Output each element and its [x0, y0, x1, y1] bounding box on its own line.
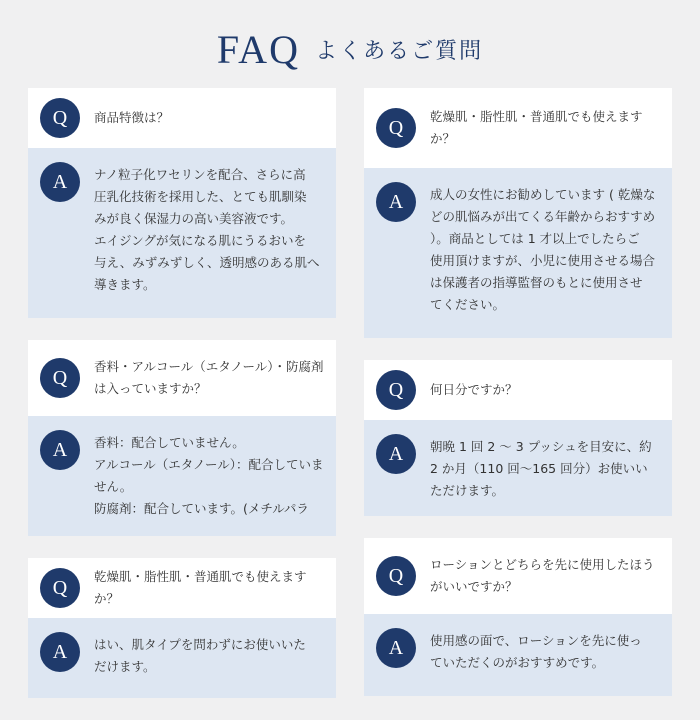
answer-line: ていただくのがおすすめです。: [430, 655, 605, 670]
answer-line: ナノ粒子化ワセリンを配合、さらに高: [94, 167, 306, 182]
question-row: [364, 360, 672, 420]
answer-line: は保護者の指導監督のもとに使用させ: [430, 275, 643, 290]
question-row: [364, 538, 672, 614]
question-row: [28, 88, 336, 148]
answer-row: [28, 416, 336, 536]
question-text: ローションとどちらを先に使用したほうがいいですか？: [430, 557, 655, 594]
faq-card: [28, 88, 336, 318]
faq-card: [364, 360, 672, 516]
question-text: 乾燥肌・脂性肌・普通肌でも使えますか？: [94, 569, 307, 606]
answer-line: 圧乳化技術を採用した、とても肌馴染: [94, 189, 307, 204]
answer-text: [94, 430, 324, 520]
answer-line: 使用頂けますが、小児に使用させる場合: [430, 253, 656, 268]
answer-line: 2 か月（110 回〜165 回分）お使いい: [430, 461, 648, 476]
answer-line: どの肌悩みが出てくる年齢からおすすめ: [430, 209, 656, 224]
faq-card: [28, 558, 336, 698]
answer-text: [430, 628, 642, 674]
faq-subtitle: よくあるご質問: [315, 39, 484, 64]
q-badge: Q: [376, 370, 416, 410]
faq-card: [364, 538, 672, 696]
answer-line: はい、肌タイプを問わずにお使いいた: [94, 637, 306, 652]
faq-card: [364, 88, 672, 338]
a-badge: A: [40, 162, 80, 202]
question-text: 何日分ですか？: [430, 382, 518, 397]
a-badge: A: [376, 628, 416, 668]
faq-column-left: [28, 88, 336, 720]
faq-card: [28, 340, 336, 536]
answer-line: みが良く保湿力の高い美容液です。: [94, 211, 294, 226]
answer-line: 与え、みずみずしく、透明感のある肌へ: [94, 255, 320, 270]
answer-text: [430, 182, 655, 316]
answer-line: 成人の女性にお勧めしています ( 乾燥な: [430, 187, 656, 202]
answer-text: [94, 162, 320, 296]
answer-line: 導きます。: [94, 277, 156, 292]
answer-line: 防腐剤：配合しています。(メチルパラ: [94, 501, 309, 516]
faq-header: [0, 26, 700, 73]
faq-column-right: [364, 88, 672, 718]
question-text: 商品特徴は？: [94, 110, 170, 125]
q-badge: Q: [376, 556, 416, 596]
answer-row: [28, 618, 336, 698]
answer-line: だけます。: [94, 659, 156, 674]
answer-line: ただけます。: [430, 483, 505, 498]
answer-line: てください。: [430, 297, 506, 312]
a-badge: A: [376, 434, 416, 474]
faq-title: FAQ: [216, 27, 300, 72]
answer-line: 使用感の面で、ローションを先に使っ: [430, 633, 642, 648]
a-badge: A: [40, 430, 80, 470]
question-row: [364, 88, 672, 168]
a-badge: A: [376, 182, 416, 222]
q-badge: Q: [40, 358, 80, 398]
answer-text: [94, 632, 306, 678]
question-text: 乾燥肌・脂性肌・普通肌でも使えますか？: [430, 109, 643, 146]
question-row: [28, 558, 336, 618]
answer-line: 朝晩 1 回 2 〜 3 プッシュを目安に、約: [430, 439, 652, 454]
answer-row: [364, 614, 672, 696]
answer-line: エイジングが気になる肌にうるおいを: [94, 233, 306, 248]
answer-row: [364, 168, 672, 338]
question-text: 香料・アルコール（エタノール）・防腐剤は入っていますか？: [94, 359, 324, 396]
question-row: [28, 340, 336, 416]
q-badge: Q: [376, 108, 416, 148]
q-badge: Q: [40, 98, 80, 138]
q-badge: Q: [40, 568, 80, 608]
answer-text: [430, 434, 652, 502]
a-badge: A: [40, 632, 80, 672]
answer-row: [364, 420, 672, 516]
answer-line: アルコール（エタノール）：配合していま: [94, 457, 324, 472]
answer-line: せん。: [94, 479, 133, 494]
answer-line: 香料：配合していません。: [94, 435, 245, 450]
answer-line: ）。商品としては 1 才以上でしたらご: [430, 231, 640, 246]
answer-row: [28, 148, 336, 318]
